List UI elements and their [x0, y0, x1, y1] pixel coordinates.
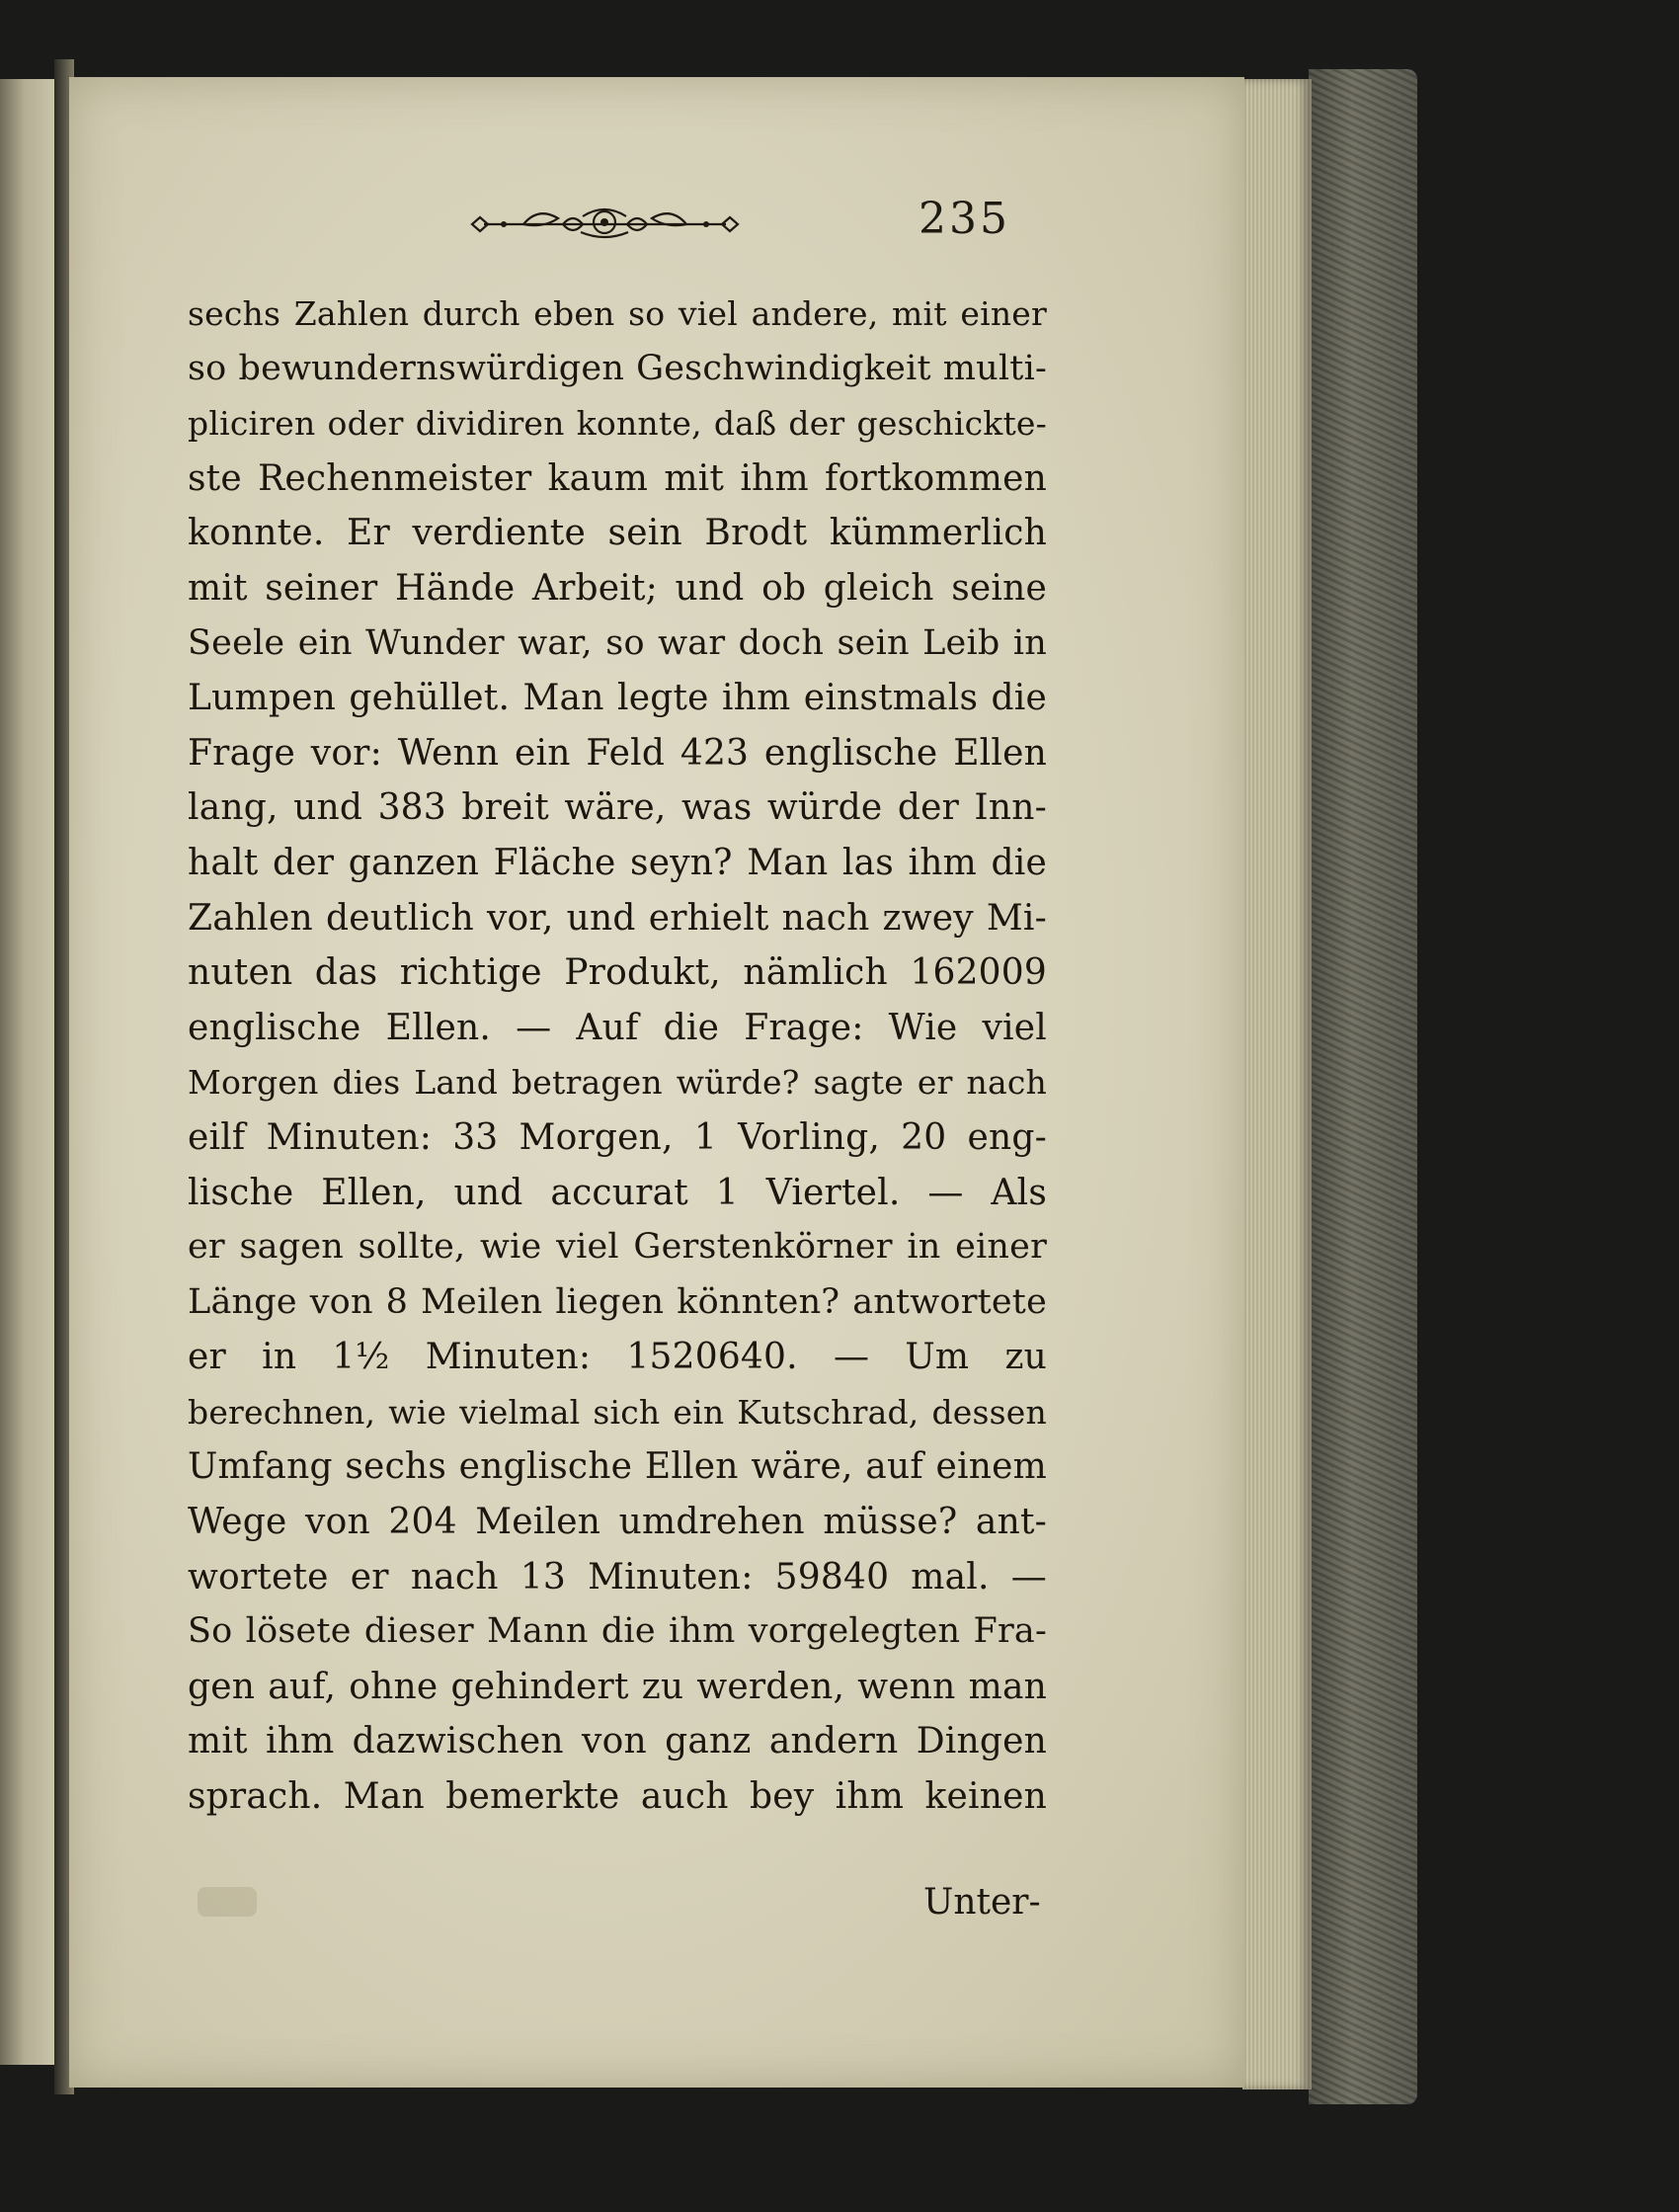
- text-line: er sagen sollte, wie viel Gerstenkörner in einer: [188, 1227, 1047, 1268]
- text-line: Länge von 8 Meilen liegen könnten? antwortete: [188, 1281, 1047, 1322]
- text-line: so bewundernswürdigen Geschwindigkeit multi-: [188, 348, 1047, 388]
- text-line: halt der ganzen Fläche seyn? Man las ihm die: [188, 842, 1047, 883]
- text-line: lische Ellen, und accurat 1 Viertel. — Als: [188, 1172, 1047, 1213]
- text-line: englische Ellen. — Auf die Frage: Wie viel: [188, 1007, 1047, 1048]
- body-text: [188, 287, 1047, 1825]
- text-line: ste Rechenmeister kaum mit ihm fortkommen: [188, 457, 1047, 499]
- ink-smudge: [198, 1887, 257, 1917]
- page-number: 235: [919, 194, 1010, 244]
- text-line: mit seiner Hände Arbeit; und ob gleich seine: [188, 567, 1047, 609]
- facing-page-edge: [0, 79, 61, 2065]
- text-line: nuten das richtige Produkt, nämlich 162009: [188, 952, 1047, 994]
- text-line: pliciren oder dividiren konnte, daß der geschickte-: [188, 404, 1047, 444]
- text-line: gen auf, ohne gehindert zu werden, wenn man: [188, 1666, 1047, 1707]
- text-line: Seele ein Wunder war, so war doch sein Leib in: [188, 622, 1047, 663]
- text-line: Umfang sechs englische Ellen wäre, auf einem: [188, 1446, 1047, 1488]
- text-line: Zahlen deutlich vor, und erhielt nach zwey Mi-: [188, 897, 1047, 939]
- text-line: Lumpen gehüllet. Man legte ihm einstmals die: [188, 678, 1047, 719]
- text-line: wortete er nach 13 Minuten: 59840 mal. —: [188, 1556, 1047, 1598]
- text-line: er in 1½ Minuten: 1520640. — Um zu: [188, 1337, 1047, 1378]
- printers-ornament-icon: [464, 203, 746, 246]
- text-line: eilf Minuten: 33 Morgen, 1 Vorling, 20 eng-: [188, 1116, 1047, 1158]
- text-line: Morgen dies Land betragen würde? sagte er nach: [188, 1063, 1047, 1103]
- book-cover-edge: [1309, 69, 1417, 2104]
- text-line: Frage vor: Wenn ein Feld 423 englische Ellen: [188, 732, 1047, 774]
- text-line: sprach. Man bemerkte auch bey ihm keinen: [188, 1776, 1047, 1818]
- text-line: sechs Zahlen durch eben so viel andere, mit einer: [188, 294, 1047, 333]
- text-line: mit ihm dazwischen von ganz andern Dingen: [188, 1721, 1047, 1762]
- text-line: berechnen, wie vielmal sich ein Kutschrad, dessen: [188, 1392, 1047, 1432]
- text-line: lang, und 383 breit wäre, was würde der Inn-: [188, 787, 1047, 829]
- text-line: Wege von 204 Meilen umdrehen müsse? ant-: [188, 1502, 1047, 1543]
- text-line: So lösete dieser Mann die ihm vorgelegten Fra-: [188, 1611, 1047, 1652]
- page-block-edge: [1242, 79, 1312, 2089]
- text-line: konnte. Er verdiente sein Brodt kümmerlich: [188, 513, 1047, 554]
- catchword: Unter-: [923, 1882, 1041, 1923]
